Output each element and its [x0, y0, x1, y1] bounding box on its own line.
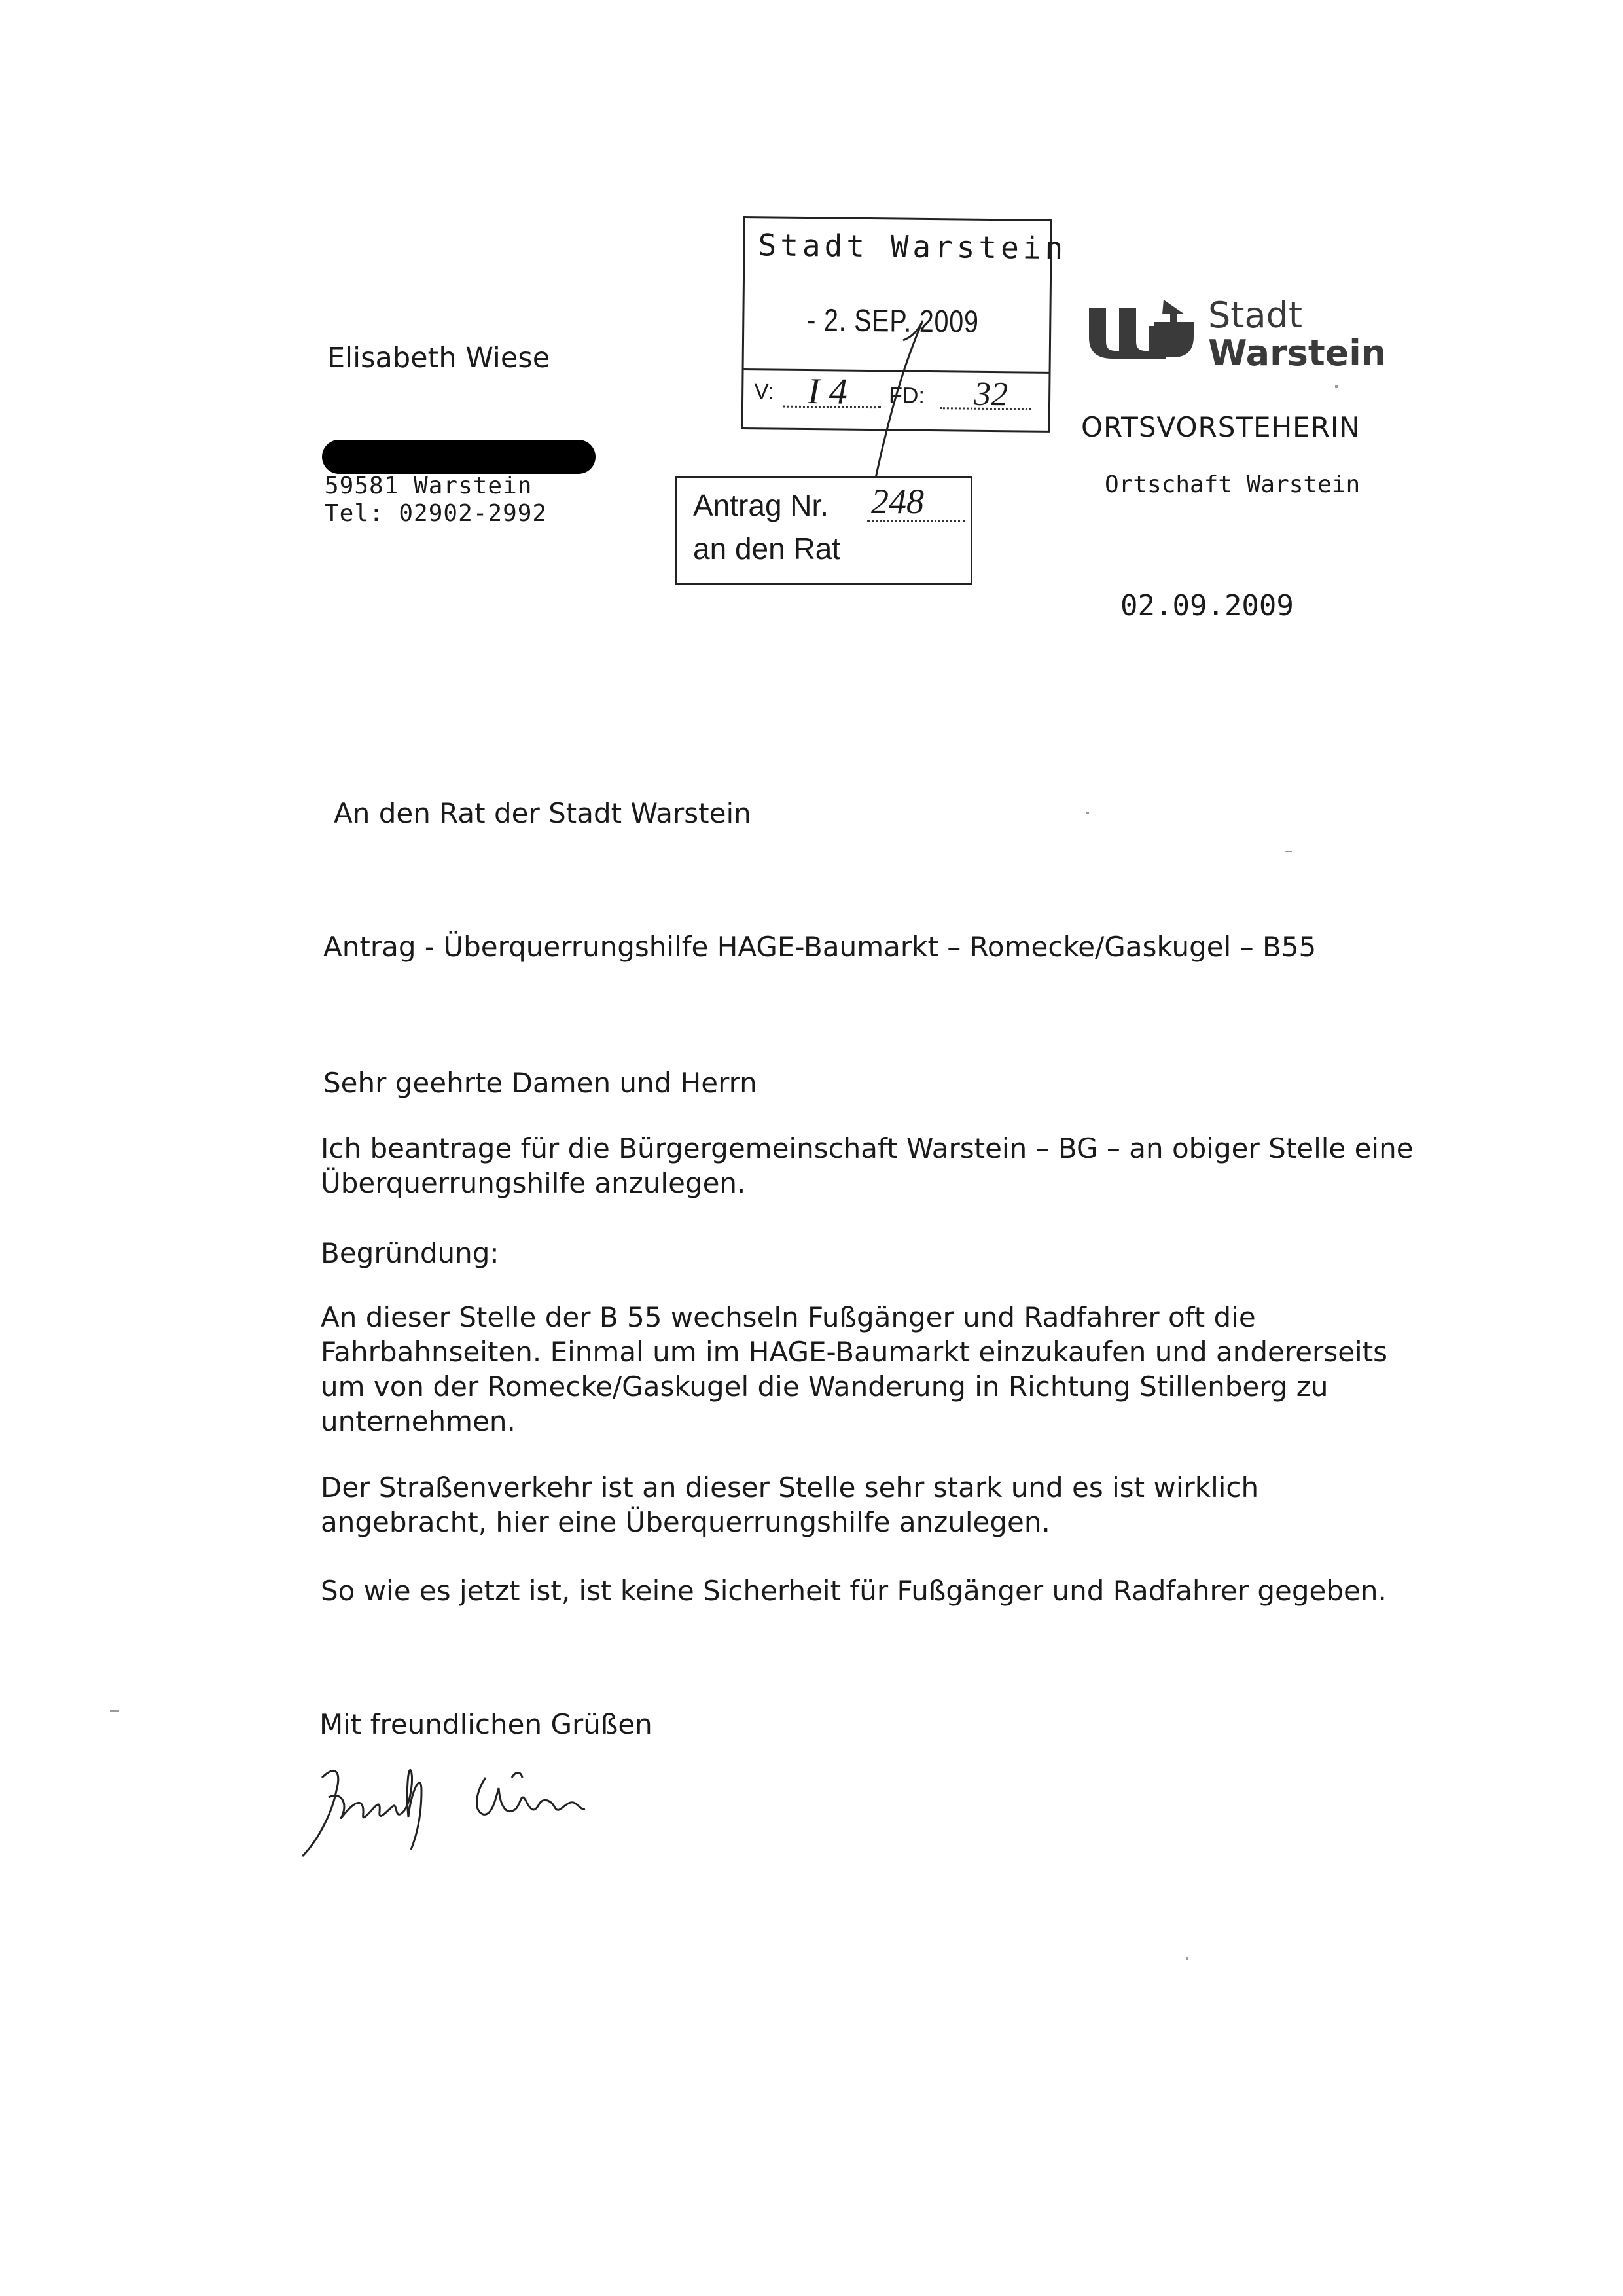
logo-text-stadt: Stadt [1208, 295, 1302, 336]
antrag-recipient: an den Rat [693, 531, 841, 565]
paragraph-request: Ich beantrage für die Bürgergemeinschaft Warstein – BG – an obiger Stelle eine Überquerrungshilfe anzulegen. [321, 1132, 1414, 1199]
sender-name: Elisabeth Wiese [327, 342, 550, 374]
office-subtitle: Ortschaft Warstein [1105, 471, 1361, 498]
stamp-v-label: V: [753, 379, 775, 404]
paragraph-safety: So wie es jetzt ist, ist keine Sicherheit für Fußgänger und Radfahrer gegeben. [321, 1575, 1387, 1607]
subject-line: Antrag - Überquerrungshilfe HAGE-Baumarkt – Romecke/Gaskugel – B55 [323, 931, 1317, 963]
paragraph-traffic: Der Straßenverkehr ist an dieser Stelle sehr stark und es ist wirklich angebracht, hier eine Überquerrungshilfe anzulegen. [321, 1471, 1259, 1538]
logo-text-warstein: Warstein [1208, 332, 1387, 374]
stamp-fd-value: 32 [973, 375, 1008, 414]
stamp-v-value: I 4 [807, 371, 848, 412]
antrag-box [675, 476, 972, 585]
recipient: An den Rat der Stadt Warstein [334, 797, 751, 829]
closing: Mit freundlichen Grüßen [319, 1708, 652, 1740]
letter-date: 02.09.2009 [1120, 589, 1294, 622]
antrag-dots [867, 520, 965, 522]
justification-heading: Begründung: [321, 1237, 499, 1269]
sender-phone: Tel: 02902-2992 [325, 500, 548, 527]
paragraph-justification: An dieser Stelle der B 55 wechseln Fußgänger und Radfahrer oft die Fahrbahnseiten. Einmal um im HAGE-Baumarkt einzukaufen und andererseits um von der Romecke/Gaskugel die Wanderung in Richtung Stillenberg zu unternehmen. [321, 1301, 1388, 1437]
redacted-street [322, 440, 596, 474]
stamp-title: Stadt Warstein [758, 227, 1067, 266]
salutation: Sehr geehrte Damen und Herrn [323, 1067, 757, 1099]
stamp-date: - 2. SEP. 2009 [807, 303, 979, 340]
sender-city: 59581 Warstein [325, 473, 533, 499]
stamp-fd-label: FD: [888, 383, 925, 408]
antrag-label: Antrag Nr. [693, 488, 829, 522]
pen-stroke [825, 314, 955, 484]
signature [296, 1751, 610, 1869]
antrag-number: 248 [871, 482, 924, 521]
warstein-logo-icon [1086, 296, 1204, 368]
office-title: ORTSVORSTEHERIN [1081, 411, 1361, 443]
